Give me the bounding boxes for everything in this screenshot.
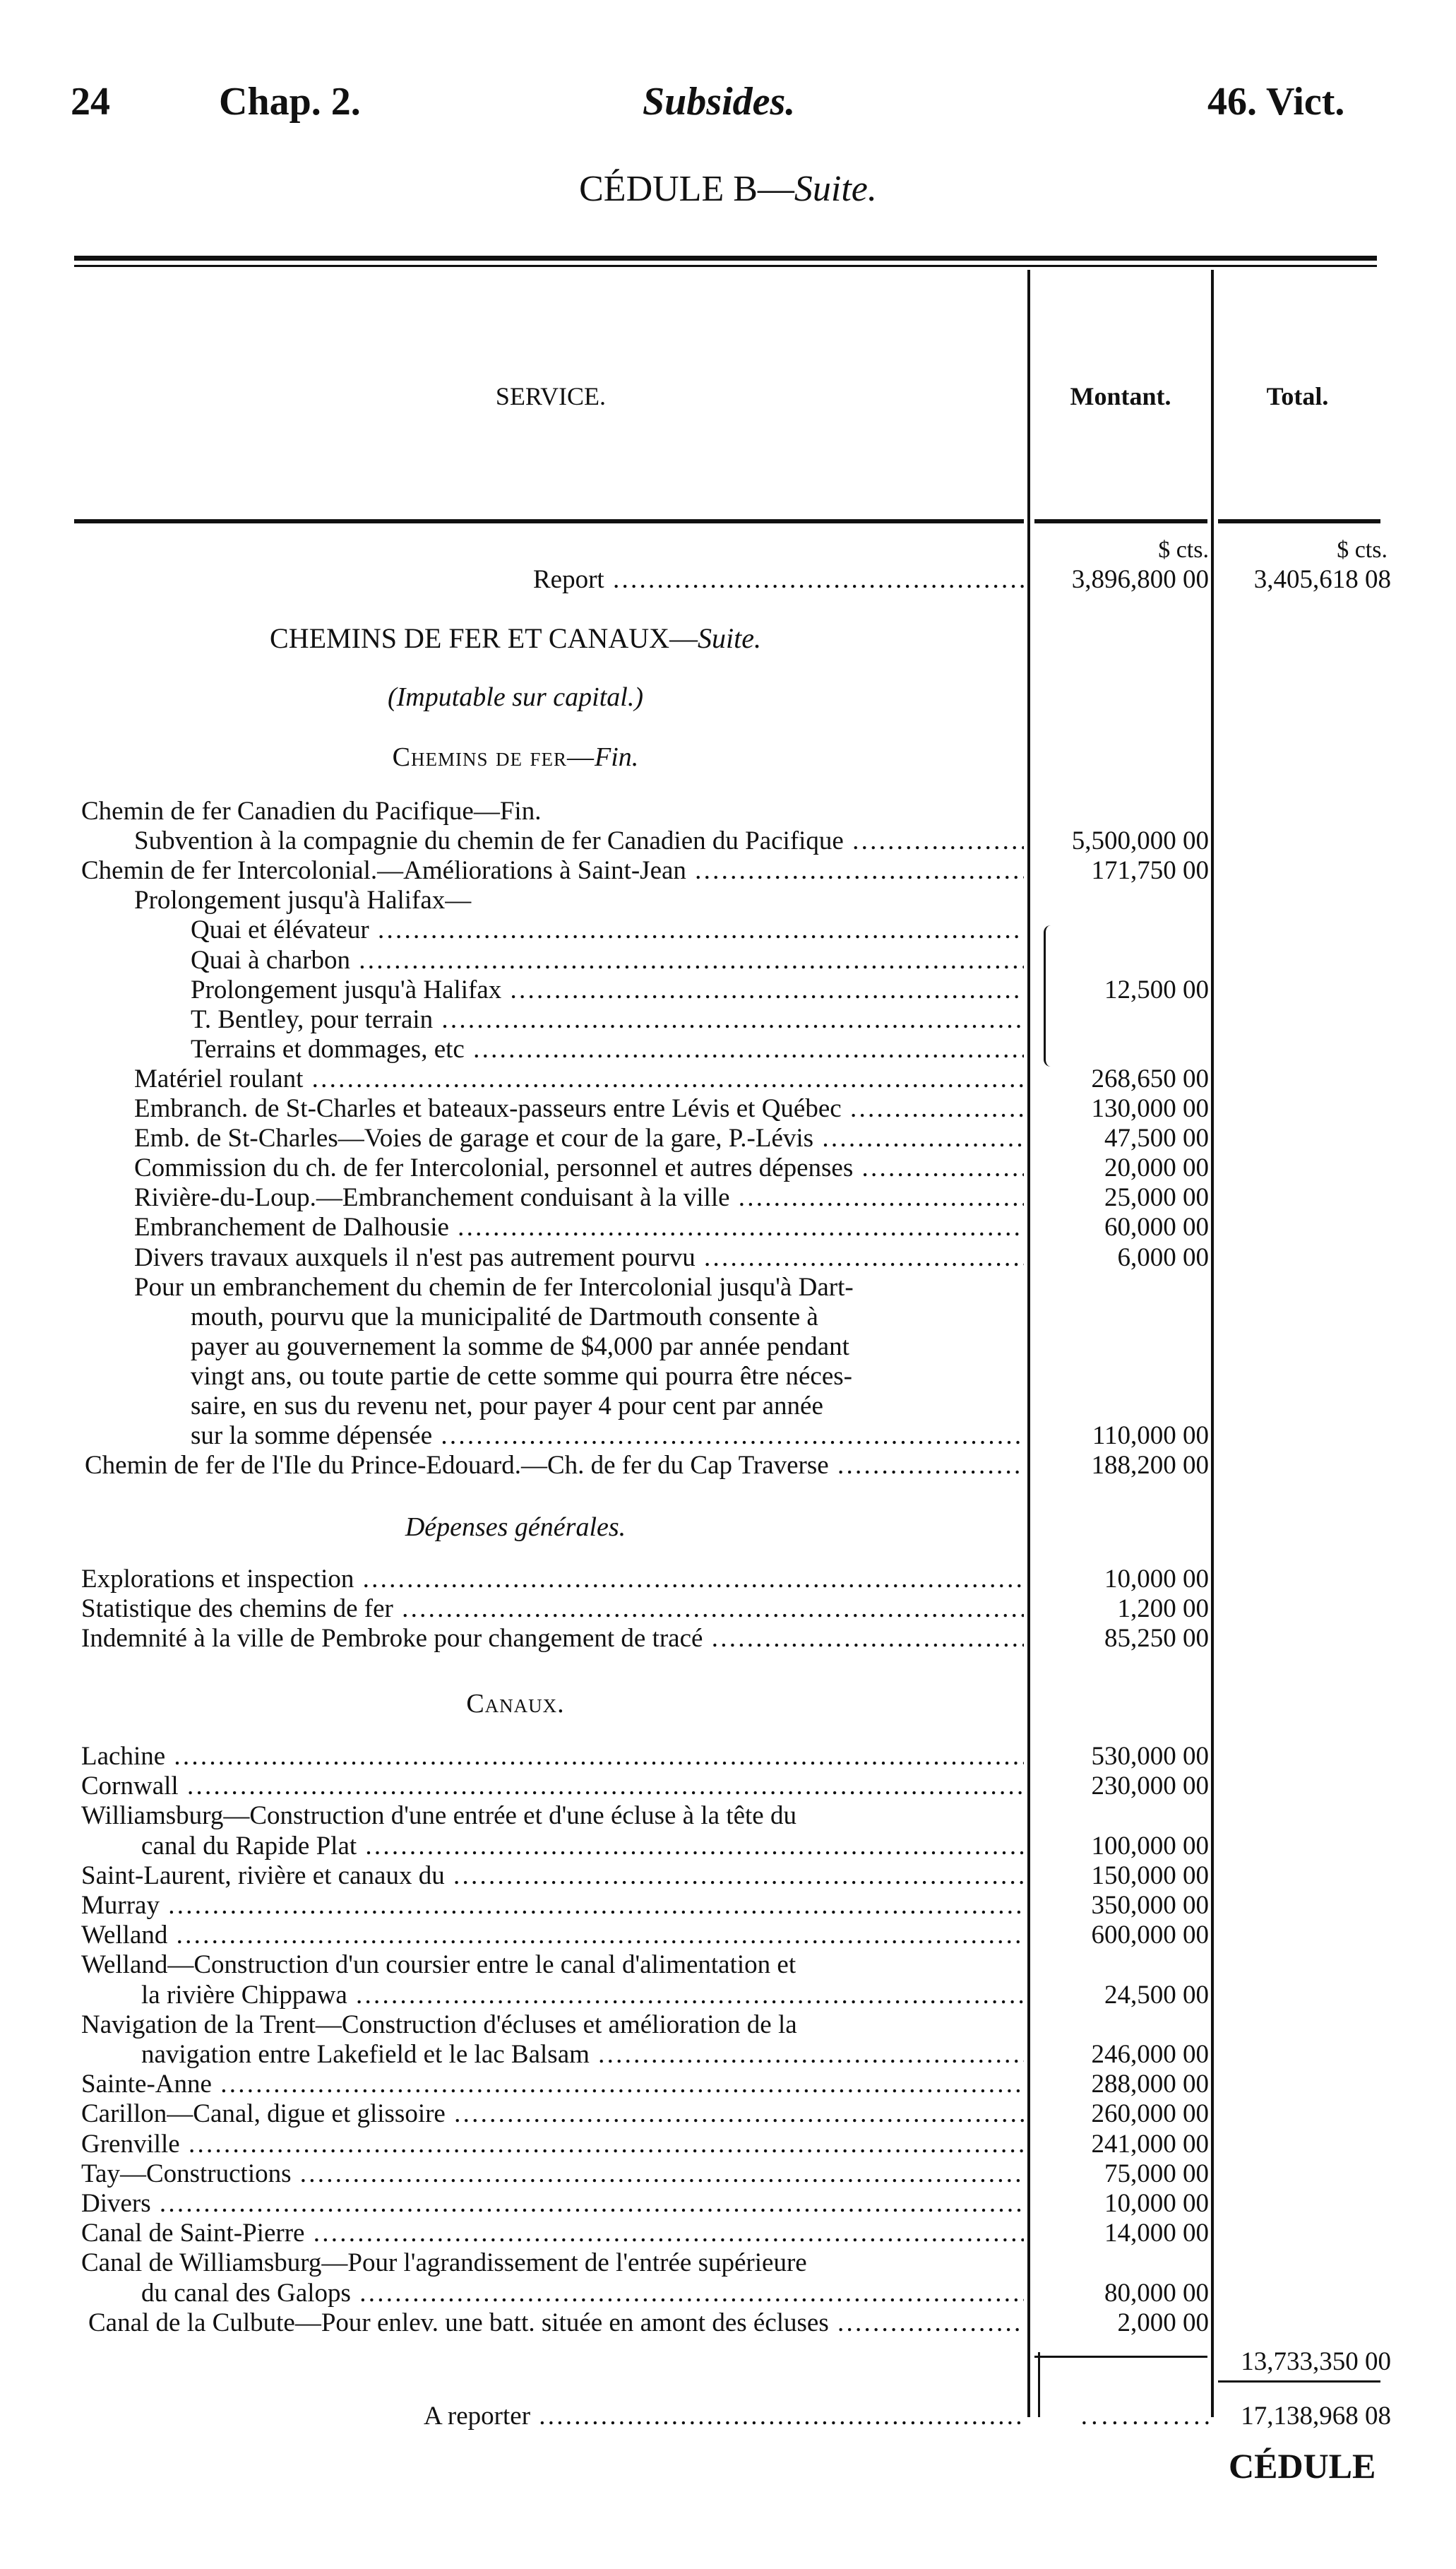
row-service-text: Quai à charbon . . . bbox=[191, 946, 1024, 975]
table-row bbox=[0, 1421, 1456, 1451]
row-service-text: Prolongement jusqu'à Halifax . . . bbox=[191, 975, 1024, 1005]
table-row bbox=[0, 1362, 1456, 1392]
table-row bbox=[0, 826, 1456, 856]
row-service-text: saire, en sus du revenu net, pour payer 4 pour cent par année bbox=[191, 1392, 1024, 1421]
row-service-text: Saint-Laurent, rivière et canaux du . . . bbox=[81, 1861, 1024, 1891]
canaux-subtotal: 13,733,350 00 bbox=[1241, 2347, 1391, 2376]
row-amount: 150,000 00 bbox=[1091, 1861, 1209, 1890]
row-amount: 25,000 00 bbox=[1104, 1183, 1209, 1213]
row-service-text: Explorations et inspection . . . bbox=[81, 1565, 1024, 1594]
halifax-brace bbox=[1044, 925, 1056, 1067]
row-service-text: Welland—Construction d'un coursier entre le canal d'alimentation et bbox=[81, 1950, 1024, 1980]
row-amount: 47,500 00 bbox=[1104, 1124, 1209, 1153]
row-amount: 230,000 00 bbox=[1091, 1772, 1209, 1801]
row-service-text: Prolongement jusqu'à Halifax— bbox=[134, 886, 1024, 915]
row-service-text: du canal des Galops . . . bbox=[141, 2279, 1024, 2308]
row-service-text: Pour un embranchement du chemin de fer Intercolonial jusqu'à Dart- bbox=[134, 1273, 1024, 1303]
table-row bbox=[0, 946, 1456, 975]
table-row bbox=[0, 2099, 1456, 2129]
section-title-suffix: Suite. bbox=[697, 622, 761, 654]
report-label: Report . . . bbox=[533, 565, 1024, 595]
row-service-text: Canal de Williamsburg—Pour l'agrandissement de l'entrée supérieure bbox=[81, 2248, 1024, 2278]
row-amount: 75,000 00 bbox=[1104, 2159, 1209, 2188]
header-rule-total bbox=[1218, 519, 1380, 523]
row-service-text: Subvention à la compagnie du chemin de fer Canadien du Pacifique . . . bbox=[134, 826, 1024, 856]
table-row bbox=[0, 975, 1456, 1005]
row-service-text: Sainte-Anne . . . bbox=[81, 2070, 1024, 2099]
row-amount: 530,000 00 bbox=[1091, 1742, 1209, 1771]
row-service-text: Embranch. de St-Charles et bateaux-passeurs entre Lévis et Québec . . . bbox=[134, 1094, 1024, 1124]
table-row bbox=[0, 1891, 1456, 1921]
table-row bbox=[0, 1451, 1456, 1481]
a-reporter-montant: . . . . . . . . . . . . . bbox=[1080, 2402, 1209, 2431]
row-amount: 20,000 00 bbox=[1104, 1153, 1209, 1183]
row-service-text: Embranchement de Dalhousie . . . bbox=[134, 1213, 1024, 1242]
table-row bbox=[0, 2159, 1456, 2189]
table-row bbox=[0, 1594, 1456, 1624]
row-service-text: Canal de la Culbute—Pour enlev. une batt. située en amont des écluses . . . bbox=[88, 2308, 1024, 2338]
row-amount: 100,000 00 bbox=[1091, 1831, 1209, 1861]
row-service-text: Indemnité à la ville de Pembroke pour changement de tracé . . . bbox=[81, 1624, 1024, 1654]
page-number: 24 bbox=[71, 80, 110, 124]
table-row bbox=[0, 1565, 1456, 1594]
row-service-text: navigation entre Lakefield et le lac Balsam . . . bbox=[141, 2040, 1024, 2070]
row-amount: 268,650 00 bbox=[1091, 1064, 1209, 1093]
row-service-text: Matériel roulant . . . bbox=[134, 1064, 1024, 1094]
row-service-text: vingt ans, ou toute partie de cette somme qui pourra être néces- bbox=[191, 1362, 1024, 1392]
row-service-text: Murray . . . bbox=[81, 1891, 1024, 1921]
table-row bbox=[0, 2070, 1456, 2099]
row-service-text: Grenville . . . bbox=[81, 2130, 1024, 2159]
next-page-catchword: CÉDULE bbox=[1229, 2446, 1376, 2486]
table-row bbox=[0, 1094, 1456, 1124]
row-service-text: payer au gouvernement la somme de $4,000 par année pendant bbox=[191, 1332, 1024, 1362]
row-amount: 260,000 00 bbox=[1091, 2099, 1209, 2129]
depenses-heading: Dépenses générales. bbox=[405, 1512, 626, 1542]
table-row bbox=[0, 2219, 1456, 2248]
table-row bbox=[0, 1832, 1456, 1861]
row-amount: 60,000 00 bbox=[1104, 1213, 1209, 1242]
a-reporter-label: A reporter . . . bbox=[424, 2402, 1024, 2431]
row-service-text: Rivière-du-Loup.—Embranchement conduisant à la ville . . . bbox=[134, 1183, 1024, 1213]
row-amount: 110,000 00 bbox=[1092, 1421, 1209, 1451]
table-row bbox=[0, 1981, 1456, 2010]
table-row bbox=[0, 1183, 1456, 1213]
row-amount: 5,500,000 00 bbox=[1071, 826, 1209, 856]
row-service-text: Divers . . . bbox=[81, 2189, 1024, 2219]
table-row bbox=[0, 1124, 1456, 1153]
railways-heading-suffix: Fin. bbox=[595, 742, 639, 772]
act-label: 46. Vict. bbox=[1207, 80, 1345, 124]
schedule-title bbox=[0, 168, 1456, 210]
row-service-text: Chemin de fer de l'Ile du Prince-Edouard.—Ch. de fer du Cap Traverse . . . bbox=[85, 1451, 1024, 1481]
row-amount: 130,000 00 bbox=[1091, 1094, 1209, 1123]
row-amount: 600,000 00 bbox=[1091, 1921, 1209, 1950]
table-row bbox=[0, 1772, 1456, 1801]
row-amount: 288,000 00 bbox=[1091, 2070, 1209, 2099]
row-service-text: la rivière Chippawa . . . bbox=[141, 1981, 1024, 2010]
montant-header: Montant. bbox=[1070, 382, 1171, 410]
row-service-text: Chemin de fer Canadien du Pacifique—Fin. bbox=[81, 797, 1024, 826]
row-service-text: Canal de Saint-Pierre . . . bbox=[81, 2219, 1024, 2248]
table-row bbox=[0, 1392, 1456, 1421]
row-service-text: mouth, pourvu que la municipalité de Dartmouth consente à bbox=[191, 1303, 1024, 1332]
table-row bbox=[0, 1035, 1456, 1064]
row-service-text: Divers travaux auxquels il n'est pas autrement pourvu . . . bbox=[134, 1243, 1024, 1273]
row-service-text: T. Bentley, pour terrain . . . bbox=[191, 1005, 1024, 1035]
row-service-text: Williamsburg—Construction d'une entrée et d'une écluse à la tête du bbox=[81, 1801, 1024, 1831]
table-row bbox=[0, 1064, 1456, 1094]
table-row bbox=[0, 1273, 1456, 1303]
canaux-heading: Canaux. bbox=[466, 1689, 565, 1719]
row-service-text: Welland . . . bbox=[81, 1921, 1024, 1950]
a-reporter-total: 17,138,968 08 bbox=[1241, 2402, 1391, 2431]
top-rule bbox=[74, 256, 1377, 261]
subtotal-rule-total bbox=[1218, 2380, 1380, 2383]
table-row bbox=[0, 1303, 1456, 1332]
table-row bbox=[0, 1005, 1456, 1035]
table-row bbox=[0, 2040, 1456, 2070]
row-amount: 6,000 00 bbox=[1117, 1242, 1209, 1272]
table-row bbox=[0, 2189, 1456, 2219]
schedule-title-suffix: Suite. bbox=[794, 169, 877, 209]
row-amount: 14,000 00 bbox=[1104, 2219, 1209, 2248]
table-row bbox=[0, 1243, 1456, 1273]
row-amount: 188,200 00 bbox=[1091, 1451, 1209, 1481]
subject-label: Subsides. bbox=[643, 80, 796, 124]
header-rule-montant bbox=[1034, 519, 1207, 523]
row-service-text: Carillon—Canal, digue et glissoire . . . bbox=[81, 2099, 1024, 2129]
canaux-subtotal-row bbox=[0, 2347, 1456, 2377]
table-row bbox=[0, 915, 1456, 945]
schedule-title-main: CÉDULE B— bbox=[579, 169, 794, 209]
row-amount: 24,500 00 bbox=[1104, 1980, 1209, 2010]
table-row bbox=[0, 1624, 1456, 1654]
row-amount: 241,000 00 bbox=[1091, 2129, 1209, 2159]
row-amount: 246,000 00 bbox=[1091, 2040, 1209, 2069]
table-row bbox=[0, 797, 1456, 826]
row-amount: 2,000 00 bbox=[1117, 2308, 1209, 2337]
service-header: SERVICE. bbox=[495, 382, 607, 410]
row-amount: 1,200 00 bbox=[1117, 1594, 1209, 1623]
row-amount: 350,000 00 bbox=[1091, 1891, 1209, 1920]
row-amount: 12,500 00 bbox=[1104, 975, 1209, 1004]
total-header: Total. bbox=[1266, 382, 1329, 410]
row-service-text: Emb. de St-Charles—Voies de garage et cour de la gare, P.-Lévis . . . bbox=[134, 1124, 1024, 1153]
table-row bbox=[0, 1921, 1456, 1950]
table-row bbox=[0, 886, 1456, 915]
row-service-text: Terrains et dommages, etc . . . bbox=[191, 1035, 1024, 1064]
table-row bbox=[0, 856, 1456, 886]
total-unit: $ cts. bbox=[1337, 537, 1388, 563]
section-title bbox=[0, 622, 1031, 655]
row-service-text: Chemin de fer Intercolonial.—Améliorations à Saint-Jean . . . bbox=[81, 856, 1024, 886]
montant-unit: $ cts. bbox=[1158, 537, 1209, 563]
row-amount: 10,000 00 bbox=[1104, 2189, 1209, 2218]
row-amount: 85,250 00 bbox=[1104, 1624, 1209, 1653]
table-row bbox=[0, 2130, 1456, 2159]
row-service-text: Lachine . . . bbox=[81, 1742, 1024, 1772]
row-amount: 171,750 00 bbox=[1091, 856, 1209, 886]
table-row bbox=[0, 2279, 1456, 2308]
table-row bbox=[0, 1861, 1456, 1891]
row-service-text: Navigation de la Trent—Construction d'écluses et amélioration de la bbox=[81, 2010, 1024, 2040]
header-rule-service bbox=[74, 519, 1024, 523]
row-service-text: Statistique des chemins de fer . . . bbox=[81, 1594, 1024, 1624]
row-service-text: Commission du ch. de fer Intercolonial, personnel et autres dépenses . . . bbox=[134, 1153, 1024, 1183]
railways-heading-main: Chemins de fer— bbox=[392, 742, 595, 772]
top-rule-thin bbox=[74, 265, 1377, 267]
a-reporter-row bbox=[0, 2402, 1456, 2431]
row-amount: 10,000 00 bbox=[1104, 1565, 1209, 1594]
row-service-text: Tay—Constructions . . . bbox=[81, 2159, 1024, 2189]
row-service-text: sur la somme dépensée . . . bbox=[191, 1421, 1024, 1451]
row-service-text: canal du Rapide Plat . . . bbox=[141, 1832, 1024, 1861]
table-row bbox=[0, 1801, 1456, 1831]
table-row bbox=[0, 2010, 1456, 2040]
report-row bbox=[0, 565, 1456, 595]
table-row bbox=[0, 1950, 1456, 1980]
section-subtitle: (Imputable sur capital.) bbox=[387, 682, 643, 712]
table-row bbox=[0, 1332, 1456, 1362]
railways-heading bbox=[0, 742, 1031, 773]
report-montant: 3,896,800 00 bbox=[1071, 565, 1209, 594]
row-service-text: Quai et élévateur . . . bbox=[191, 915, 1024, 945]
table-row bbox=[0, 2248, 1456, 2278]
chapter-label: Chap. 2. bbox=[219, 80, 361, 124]
row-amount: 80,000 00 bbox=[1104, 2278, 1209, 2308]
section-title-main: CHEMINS DE FER ET CANAUX— bbox=[270, 622, 698, 654]
table-row bbox=[0, 1153, 1456, 1183]
report-total: 3,405,618 08 bbox=[1253, 565, 1391, 594]
table-row bbox=[0, 1213, 1456, 1242]
table-row bbox=[0, 2308, 1456, 2338]
table-row bbox=[0, 1742, 1456, 1772]
row-service-text: Cornwall . . . bbox=[81, 1772, 1024, 1801]
